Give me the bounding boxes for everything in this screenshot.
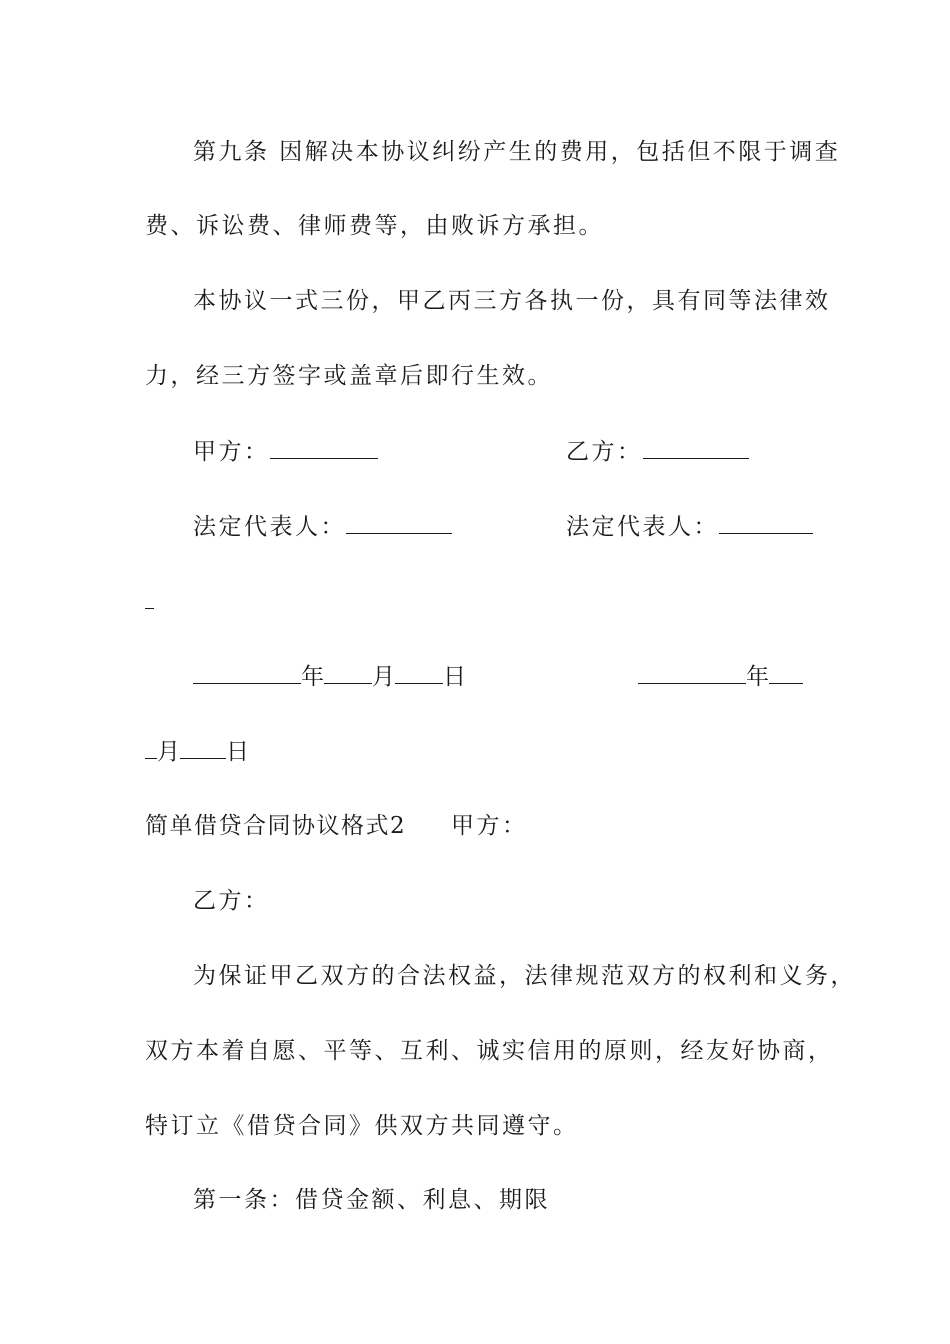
date-b-wrap — [145, 736, 249, 767]
contract-2-title: 简单借贷合同协议格式2 — [145, 813, 407, 839]
date-b-month-blank-start — [769, 661, 803, 684]
copies-clause-line-1: 本协议一式三份，甲乙丙三方各执一份，具有同等法律效 — [193, 288, 831, 314]
date-a-day-blank — [395, 661, 443, 684]
rep-a-blank — [346, 511, 452, 534]
rep-b-blank — [719, 511, 813, 534]
party-b-signature — [566, 436, 749, 467]
rep-a-label: 法定代表人： — [193, 514, 346, 540]
date-a-month-label: 月 — [372, 664, 395, 690]
contract-2-preamble-line-1: 为保证甲乙双方的合法权益，法律规范双方的权利和义务， — [193, 963, 856, 989]
date-b-year-blank — [638, 661, 746, 684]
contract-2-preamble-line-3: 特订立《借贷合同》供双方共同遵守。 — [145, 1113, 579, 1139]
rep-b-blank-continued — [145, 586, 154, 609]
party-a-blank — [270, 436, 378, 459]
date-b-month-blank-end — [145, 736, 157, 759]
contract-2-party-a: 甲方： — [451, 813, 528, 839]
party-a-label: 甲方： — [193, 439, 270, 465]
date-a-year-label: 年 — [301, 664, 324, 690]
party-b-label: 乙方： — [566, 439, 643, 465]
date-b-month-label: 月 — [157, 739, 180, 765]
contract-2-preamble-line-2: 双方本着自愿、平等、互利、诚实信用的原则，经友好协商， — [145, 1038, 834, 1064]
date-b-year-label: 年 — [746, 664, 769, 690]
party-b-blank — [643, 436, 749, 459]
contract-2-party-b: 乙方： — [193, 888, 270, 914]
contract-2-article-1-heading: 第一条：借贷金额、利息、期限 — [193, 1187, 550, 1213]
rep-b-label: 法定代表人： — [566, 514, 719, 540]
party-a-signature — [193, 436, 378, 467]
date-b-day-label: 日 — [226, 739, 249, 765]
date-b — [638, 661, 803, 692]
rep-b-signature — [566, 511, 813, 542]
date-a-year-blank — [193, 661, 301, 684]
article-9-line-1: 第九条 因解决本协议纠纷产生的费用，包括但不限于调查 — [193, 139, 841, 165]
date-b-day-blank — [180, 736, 226, 759]
rep-b-blank-wrap — [145, 586, 154, 617]
rep-a-signature — [193, 511, 452, 542]
date-a — [193, 661, 466, 692]
date-a-month-blank — [324, 661, 372, 684]
date-a-day-label: 日 — [443, 664, 466, 690]
article-9-line-2: 费、诉讼费、律师费等，由败诉方承担。 — [145, 213, 604, 239]
copies-clause-line-2: 力，经三方签字或盖章后即行生效。 — [145, 363, 553, 389]
